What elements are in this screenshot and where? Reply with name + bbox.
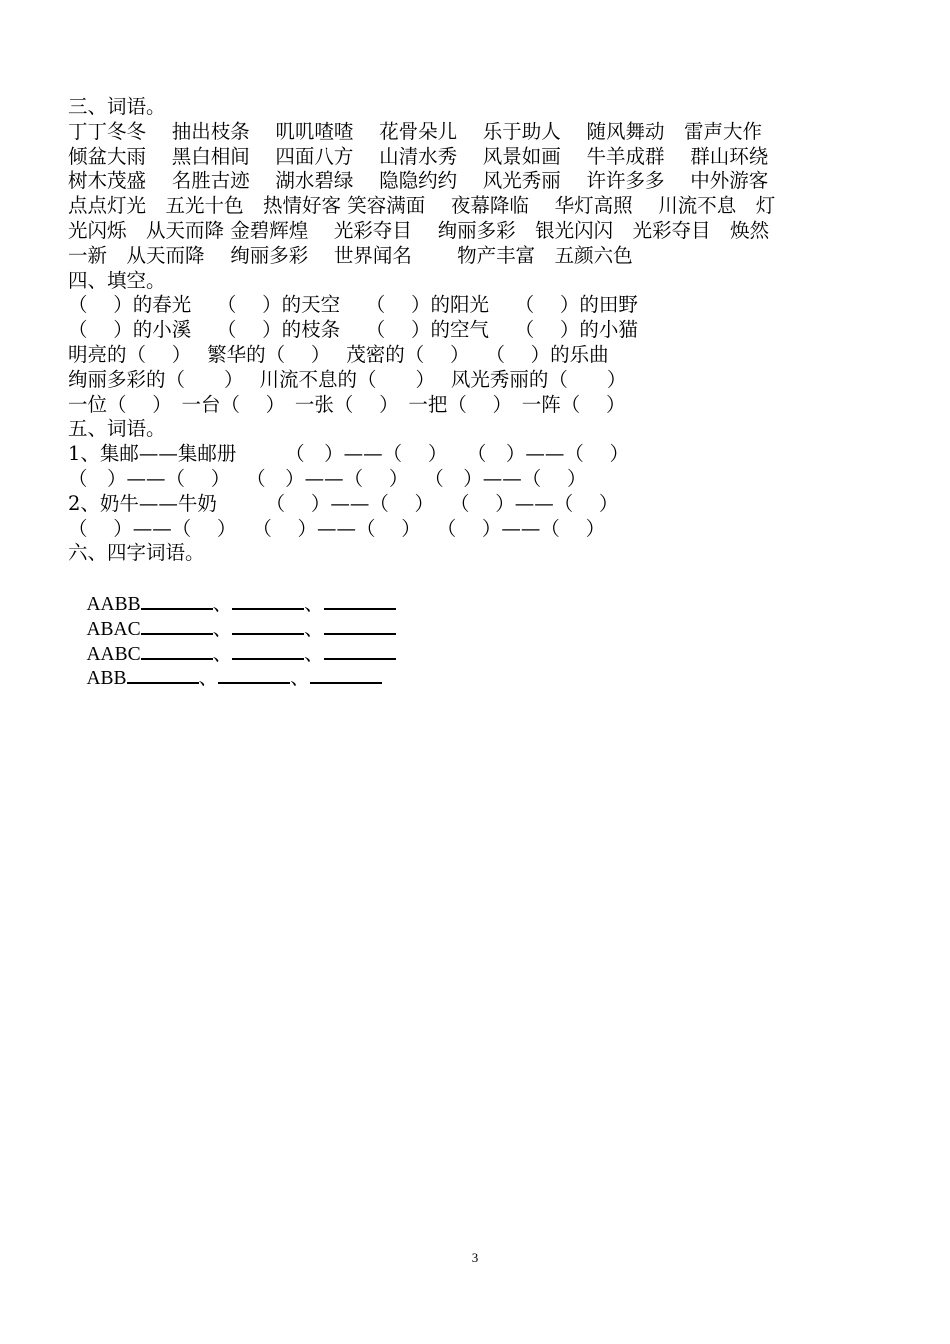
word-line: 丁丁冬冬 抽出枝条 叽叽喳喳 花骨朵儿 乐于助人 随风舞动 雷声大作 xyxy=(68,119,762,143)
pattern-label: AABB xyxy=(86,593,141,615)
answer-blank[interactable] xyxy=(324,591,396,610)
pattern-label: ABB xyxy=(86,668,127,690)
fill-line: 绚丽多彩的（ ） 川流不息的（ ） 风光秀丽的（ ） xyxy=(68,367,627,391)
fill-line: 一位（ ） 一台（ ） 一张（ ） 一把（ ） 一阵（ ） xyxy=(68,392,626,416)
answer-blank[interactable] xyxy=(141,641,213,660)
section-5-heading: 五、词语。 xyxy=(68,417,166,441)
answer-blank[interactable] xyxy=(127,665,199,684)
word-line: 倾盆大雨 黑白相间 四面八方 山清水秀 风景如画 牛羊成群 群山环绕 xyxy=(68,144,769,168)
answer-blank[interactable] xyxy=(232,591,304,610)
answer-blank[interactable] xyxy=(232,641,304,660)
separator: 、 xyxy=(212,643,233,665)
answer-blank[interactable] xyxy=(232,616,304,635)
word-line: 光闪烁 从天而降 金碧辉煌 光彩夺目 绚丽多彩 银光闪闪 光彩夺目 焕然 xyxy=(68,218,770,242)
pattern-label: AABC xyxy=(86,643,141,665)
pair-line: 2、奶牛——牛奶 （ ）——（ ） （ ）——（ ） xyxy=(68,491,619,515)
word-line: 一新 从天而降 绚丽多彩 世界闻名 物产丰富 五颜六色 xyxy=(68,243,633,267)
word-line: 树木茂盛 名胜古迹 湖水碧绿 隐隐约约 风光秀丽 许许多多 中外游客 xyxy=(68,169,769,193)
answer-blank[interactable] xyxy=(324,616,396,635)
section-6-heading: 六、四字词语。 xyxy=(68,541,205,565)
separator: 、 xyxy=(304,643,324,665)
separator: 、 xyxy=(198,668,219,690)
word-line: 点点灯光 五光十色 热情好客 笑容满面 夜幕降临 华灯高照 川流不息 灯 xyxy=(68,194,776,218)
pattern-label: ABAC xyxy=(86,618,141,640)
section-3-heading: 三、词语。 xyxy=(68,95,166,118)
pair-line: （ ）——（ ） （ ）——（ ） （ ）——（ ） xyxy=(68,466,587,490)
answer-blank[interactable] xyxy=(141,591,213,610)
separator: 、 xyxy=(304,618,324,640)
fill-line: （ ）的小溪 （ ）的枝条 （ ）的空气 （ ）的小猫 xyxy=(68,318,638,342)
separator: 、 xyxy=(304,593,324,615)
pattern-row xyxy=(68,566,884,615)
separator: 、 xyxy=(290,668,310,690)
worksheet xyxy=(68,95,884,690)
fill-line: （ ）的春光 （ ）的天空 （ ）的阳光 （ ）的田野 xyxy=(68,293,638,317)
answer-blank[interactable] xyxy=(218,665,290,684)
answer-blank[interactable] xyxy=(141,616,213,635)
section-4-heading: 四、填空。 xyxy=(68,268,166,292)
pair-line: 1、集邮——集邮册 （ ）——（ ） （ ）——（ ） xyxy=(68,442,630,466)
fill-line: 明亮的（ ） 繁华的（ ） 茂密的（ ） （ ）的乐曲 xyxy=(68,342,609,366)
separator: 、 xyxy=(212,618,233,640)
separator: 、 xyxy=(212,593,233,615)
answer-blank[interactable] xyxy=(310,665,382,684)
page-number: 3 xyxy=(471,1250,479,1265)
answer-blank[interactable] xyxy=(324,641,396,660)
pair-line: （ ）——（ ） （ ）——（ ） （ ）——（ ） xyxy=(68,516,606,540)
